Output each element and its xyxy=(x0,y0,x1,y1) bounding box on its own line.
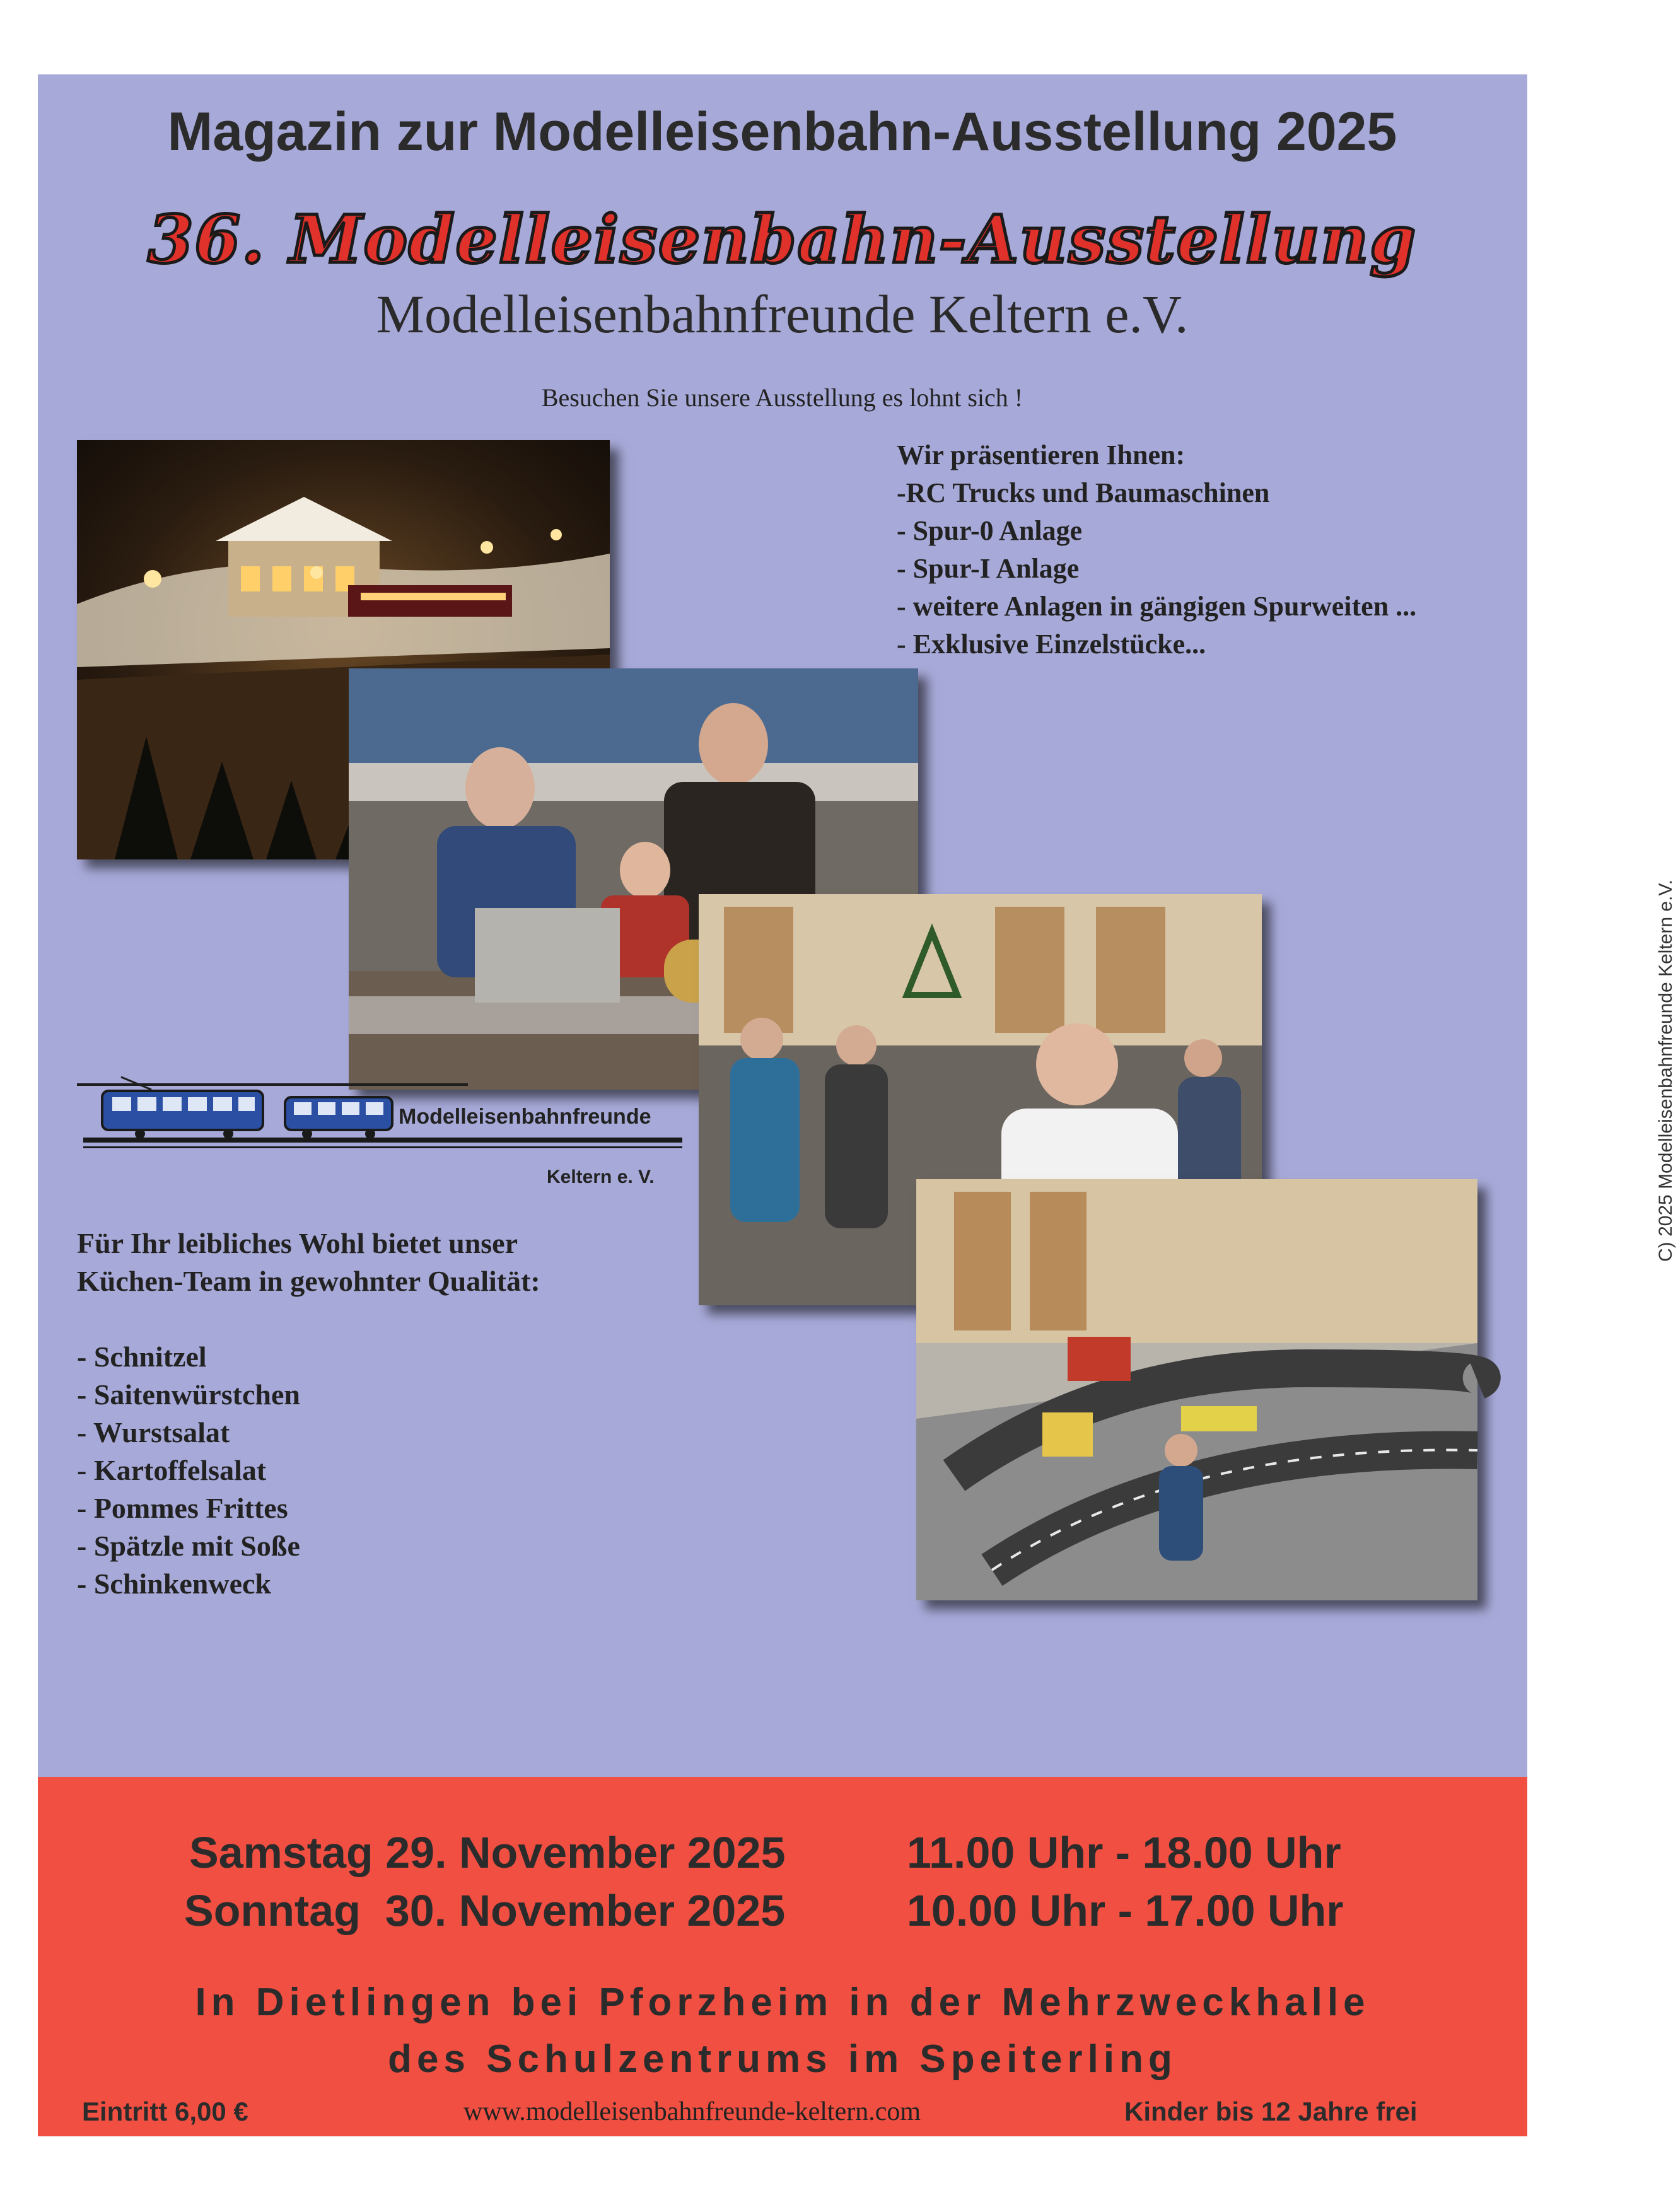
food-item: - Pommes Frittes xyxy=(77,1492,288,1524)
photo-rc-truck-layout xyxy=(916,1179,1477,1600)
magazine-title: Magazin zur Modelleisenbahn-Ausstellung 2025 xyxy=(167,102,1397,162)
food-item: - Spätzle mit Soße xyxy=(77,1530,300,1562)
club-name: Modelleisenbahnfreunde Keltern e.V. xyxy=(376,284,1189,344)
food-intro-line2: Küchen-Team in gewohnter Qualität: xyxy=(77,1265,540,1297)
program-heading: Wir präsentieren Ihnen: xyxy=(897,439,1186,470)
food-item: - Saitenwürstchen xyxy=(77,1378,300,1411)
program-item: - Spur-0 Anlage xyxy=(897,515,1083,546)
schedule-time-2: 10.00 Uhr - 17.00 Uhr xyxy=(907,1886,1344,1935)
copyright-note: C) 2025 Modelleisenbahnfreunde Keltern e.V. xyxy=(1655,880,1676,1262)
food-item: - Kartoffelsalat xyxy=(77,1454,267,1486)
schedule-day-2: Sonntag 30. November 2025 xyxy=(184,1886,786,1935)
food-item: - Wurstsalat xyxy=(77,1416,230,1448)
admission-price: Eintritt 6,00 € xyxy=(82,2097,248,2126)
schedule-time-1: 11.00 Uhr - 18.00 Uhr xyxy=(907,1828,1341,1877)
food-section xyxy=(77,1225,540,1603)
schedule-day-1: Samstag 29. November 2025 xyxy=(189,1828,786,1877)
program-list xyxy=(897,436,1416,663)
food-intro-line1: Für Ihr leibliches Wohl bietet unser xyxy=(77,1227,518,1259)
website-url: www.modelleisenbahnfreunde-keltern.com xyxy=(463,2097,921,2126)
program-item: - weitere Anlagen in gängigen Spurweiten ... xyxy=(897,591,1417,622)
program-item: - Exklusive Einzelstücke... xyxy=(897,629,1206,660)
program-item: - Spur-I Anlage xyxy=(897,553,1080,584)
logo-text-line2: Keltern e. V. xyxy=(547,1167,655,1187)
program-item: -RC Trucks und Baumaschinen xyxy=(897,477,1270,508)
venue-line2: des Schulzentrums im Speiterling xyxy=(388,2037,1177,2081)
venue-line1: In Dietlingen bei Pforzheim in der Mehrzweckhalle xyxy=(195,1981,1370,2024)
logo-text-line1: Modelleisenbahnfreunde xyxy=(399,1105,651,1129)
club-logo xyxy=(77,1072,695,1198)
food-item: - Schinkenweck xyxy=(77,1568,271,1600)
food-item: - Schnitzel xyxy=(77,1341,207,1373)
children-free: Kinder bis 12 Jahre frei xyxy=(1124,2097,1418,2126)
tagline: Besuchen Sie unsere Ausstellung es lohnt sich ! xyxy=(541,383,1023,412)
exhibition-title: 36. Modelleisenbahn-Ausstellung xyxy=(148,201,1417,278)
